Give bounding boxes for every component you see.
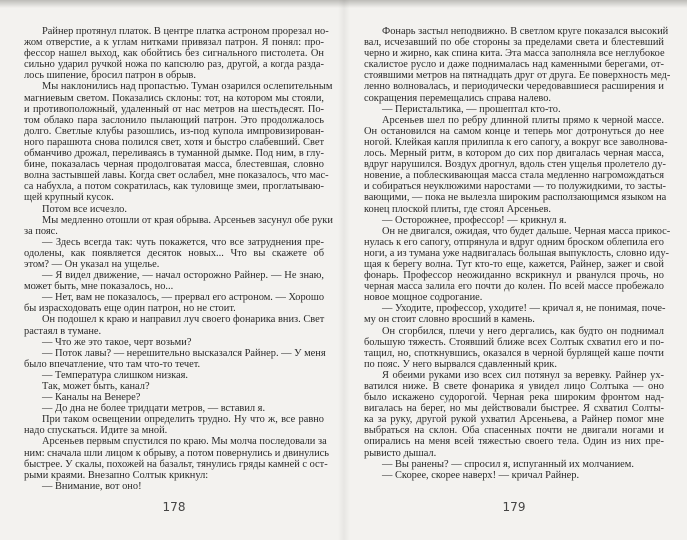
paragraph <box>364 104 664 115</box>
text-line: При таком освещении определить трудно. Ну что ж, все равно <box>42 414 324 426</box>
text-line: большую тяжесть. Стоявший ближе всех Солтык схватил его и по- <box>364 336 664 348</box>
text-line: вающими, — пока не вылезла широким расползающимся языком на <box>364 192 667 204</box>
paragraph <box>24 237 324 270</box>
text-line: ленно волновалась, и периодически чередовавшиеся расширения и <box>364 81 664 93</box>
text-line: черно и жирно, как спина кита. Эта масса заполняла все неглубокое <box>364 48 665 60</box>
text-line: ного парашюта снова полился свет, хотя и быстро слабевший. Свет <box>24 136 324 148</box>
text-line: за пояс. <box>24 225 58 237</box>
text-line: Он остановился на самом конце и теперь мог дотронуться до нее <box>364 125 664 137</box>
text-line: том облако пара заслонило пылающий патрон. Это продолжалось <box>24 114 324 126</box>
text-line: Он не двигался, ожидая, что будет дальше. Черная масса прикос- <box>382 225 671 237</box>
text-line: опирались на меня всей тяжестью своего тела. Один из них пре- <box>364 436 664 448</box>
text-line: фессор нашел выход, как обойтись без сигнального пистолета. Он <box>24 48 324 60</box>
paragraph <box>24 436 330 481</box>
paragraph <box>24 414 324 436</box>
text-line: долго. Светлые клубы разошлись, из-под купола импровизирован- <box>24 125 324 137</box>
paragraph <box>24 381 324 392</box>
text-line: сокращения перемещались справа налево. <box>364 92 551 104</box>
text-line: Арсеньев первым спустился по краю. Мы молча последовали за <box>42 436 327 448</box>
text-line: вал, исчезавший по обе стороны за пределами света и блестевший <box>364 37 664 49</box>
paragraph <box>364 326 664 370</box>
text-line: магниевым светом. Показались склоны: тот, на котором мы стояли, <box>24 92 324 104</box>
text-line: — Уходите, профессор, уходите! — кричал я, не понимая, поче- <box>382 303 666 315</box>
left-page-number: 178 <box>162 500 186 514</box>
text-line: бине, показалась черная продолговатая масса, блестевшая, словно <box>24 159 324 171</box>
text-line: обманчиво дрожал, переливаясь в туманной дымке. Под ним, в глу- <box>24 148 324 160</box>
text-line: — Внимание, вот оно! <box>42 480 142 492</box>
text-line: вдруг нарушился. Воздух дрогнул, вдоль стен ущелья пролетело ду- <box>364 159 666 171</box>
text-line: щая к берегу волна. Тут кто-то еще, кажется, Райнер, зажег и свой <box>364 258 664 270</box>
text-line: выбраться на склон. Оба спасенных почти не двигали ногами и <box>364 425 664 437</box>
text-line: новение, а поблескивающая масса стала медленно нагромождаться <box>364 170 664 182</box>
paragraph <box>364 303 664 325</box>
paragraph <box>364 459 664 470</box>
text-line: рывисто дышал. <box>364 447 437 459</box>
text-line: — До дна не более тридцати метров, — вставил я. <box>42 403 266 415</box>
text-line: Фонарь застыл неподвижно. В светлом круге показался высокий <box>382 26 669 37</box>
text-line: бы израсходовать еще один патрон, но не стоит. <box>24 303 236 315</box>
text-line: — Каналы на Венере? <box>42 392 141 404</box>
text-line: ним: сначала шли лицом к обрыву, а потом повернулись и двинулись <box>24 447 330 459</box>
text-line: Он подошел к краю и направил луч своего фонарика вниз. Свет <box>42 314 325 326</box>
text-line: фонарь. Профессор неожиданно вскрикнул и рванулся прочь, но <box>364 270 664 282</box>
paragraph <box>364 225 671 304</box>
text-line: конец плоской плиты, где стоял Арсеньев. <box>364 203 552 215</box>
paragraph <box>364 470 664 481</box>
text-line: Он сгорбился, плечи у него дергались, как будто он поднимал <box>382 325 664 337</box>
text-line: — Перистальтика, — прошептал кто-то. <box>382 103 561 115</box>
text-line: — Температура слишком низкая. <box>42 369 188 381</box>
right-page-number: 179 <box>502 500 526 514</box>
text-line: ватился ниже. В свете фонарика я увидел лицо Солтыка — оно <box>364 381 664 392</box>
paragraph <box>24 292 324 314</box>
paragraph <box>24 214 333 237</box>
text-line: сильно ударил ручкой ножа по капсюлю раз, другой, а когда разда- <box>24 59 324 71</box>
text-line: этом? — Он указал на ущелье. <box>24 258 160 270</box>
text-line: скалистое русло и даже поднималась над каменными берегами, от- <box>364 59 664 71</box>
paragraph <box>24 337 324 348</box>
text-line: быстрее. У скалы, похожей на базальт, тянулись гряды камней с ост- <box>24 458 328 470</box>
text-line: Арсеньев шел по ребру длинной плиты прямо к черной массе. <box>382 114 664 126</box>
text-line: нулась к его сапогу, отпрянула и вдруг одним броском облепила его <box>364 236 664 248</box>
paragraph <box>24 204 324 215</box>
text-line: лось шипение, бросил патрон в обрыв. <box>24 70 196 82</box>
text-line: надо спускаться. Идите за мной. <box>24 425 168 437</box>
paragraph <box>364 215 664 226</box>
text-line: — Осторожнее, профессор! — крикнул я. <box>382 214 567 226</box>
text-line: и противоположный, удаленный от нас метров на шестьдесят. По- <box>24 103 324 115</box>
paragraph <box>24 370 324 381</box>
text-line: Потом все исчезло. <box>42 203 127 215</box>
paragraph <box>24 314 324 336</box>
text-line: му он стоит словно вросший в камень. <box>364 314 535 326</box>
text-line: вигалась на берег, но мы действовали быстрее. Я схватил Солты- <box>364 403 664 415</box>
paragraph <box>24 403 324 414</box>
text-line: — Здесь всегда так: чуть покажется, что все затруднения пре- <box>42 236 324 248</box>
text-line: — Что же это такое, черт возьми? <box>42 336 192 348</box>
text-line: было искажено судорогой. Черная река широким фронтом над- <box>364 392 664 404</box>
text-line: и собираться неуклюжими наростами — то полужидкими, то засты- <box>364 181 666 193</box>
paragraph <box>24 270 324 292</box>
paragraph <box>24 481 324 492</box>
text-line: стоявшими метров на пятнадцать друг от друга. Ее поверхность мед- <box>364 70 671 82</box>
left-page-text <box>24 26 333 492</box>
paragraph <box>364 370 664 459</box>
text-line: жом отверстие, а к углам нитками привязал патрон. Я понял: про- <box>24 37 324 49</box>
text-line: новое мощное содрогание. <box>364 292 483 304</box>
text-line: одолены, как появляется десяток новых... Что вы скажете об <box>24 247 324 259</box>
paragraph <box>24 81 333 204</box>
right-page-text <box>364 26 671 481</box>
text-line: ноги, а из тумана уже надвигалась большая выпуклость, словно иду- <box>364 247 669 259</box>
text-line: са набухла, а потом сократилась, как туловище змеи, проглатываю- <box>24 181 324 193</box>
text-line: Так, может быть, канал? <box>42 381 150 392</box>
text-line: может быть, мне показалось, но... <box>24 281 174 293</box>
text-line: черная масса залила его почти до колен. По всей массе пробежало <box>364 281 664 293</box>
text-line: — Скорее, скорее наверх! — кричал Райнер. <box>382 469 580 481</box>
text-line: Мы медленно отошли от края обрыва. Арсеньев засунул обе руки <box>42 214 333 226</box>
text-line: — Нет, вам не показалось, — прервал его астроном. — Хорошо <box>42 292 325 304</box>
text-line: рыми краями. Внезапно Солтык крикнул: <box>24 469 209 481</box>
paragraph <box>364 26 671 104</box>
paragraph <box>24 348 324 370</box>
text-line: — Поток лавы? — нерешительно высказался Райнер. — У меня <box>42 347 326 359</box>
paragraph <box>364 114 668 215</box>
paragraph <box>24 392 324 403</box>
text-line: лось. Мерный ритм, в котором до сих пор двигалась черная масса, <box>364 148 664 160</box>
text-line: щей крупный кусок. <box>24 192 114 204</box>
text-line: ка за руку, другой рукой ухватил Арсеньева, а Райнер помог мне <box>364 414 664 426</box>
text-line: Мы наклонились над пропастью. Туман озарился ослепительным <box>42 81 333 93</box>
text-line: — Я видел движение, — начал осторожно Райнер. — Не знаю, <box>42 270 324 282</box>
text-line: растаял в тумане. <box>24 325 102 337</box>
text-line: волна застывшей лавы. Когда свет ослабел, мне показалось, что мас- <box>24 170 329 182</box>
text-line: Я обеими руками изо всех сил потянул за веревку. Райнер ух- <box>382 369 664 381</box>
text-line: по пояс. У него вырвался сдавленный крик. <box>364 358 557 370</box>
text-line: тащил, но, споткнувшись, оказался в черной бурлящей каше почти <box>364 347 664 359</box>
book-gutter <box>338 0 350 540</box>
paragraph <box>24 26 329 82</box>
text-line: ногой. Клейкая капля прилипла к его сапогу, а вокруг все заволнова- <box>364 136 668 148</box>
text-line: — Вы ранены? — спросил я, испуганный их молчанием. <box>382 458 634 470</box>
text-line: было впечатление, что там что-то течет. <box>24 358 201 370</box>
text-line: Райнер протянул платок. В центре платка астроном прорезал но- <box>42 26 329 37</box>
